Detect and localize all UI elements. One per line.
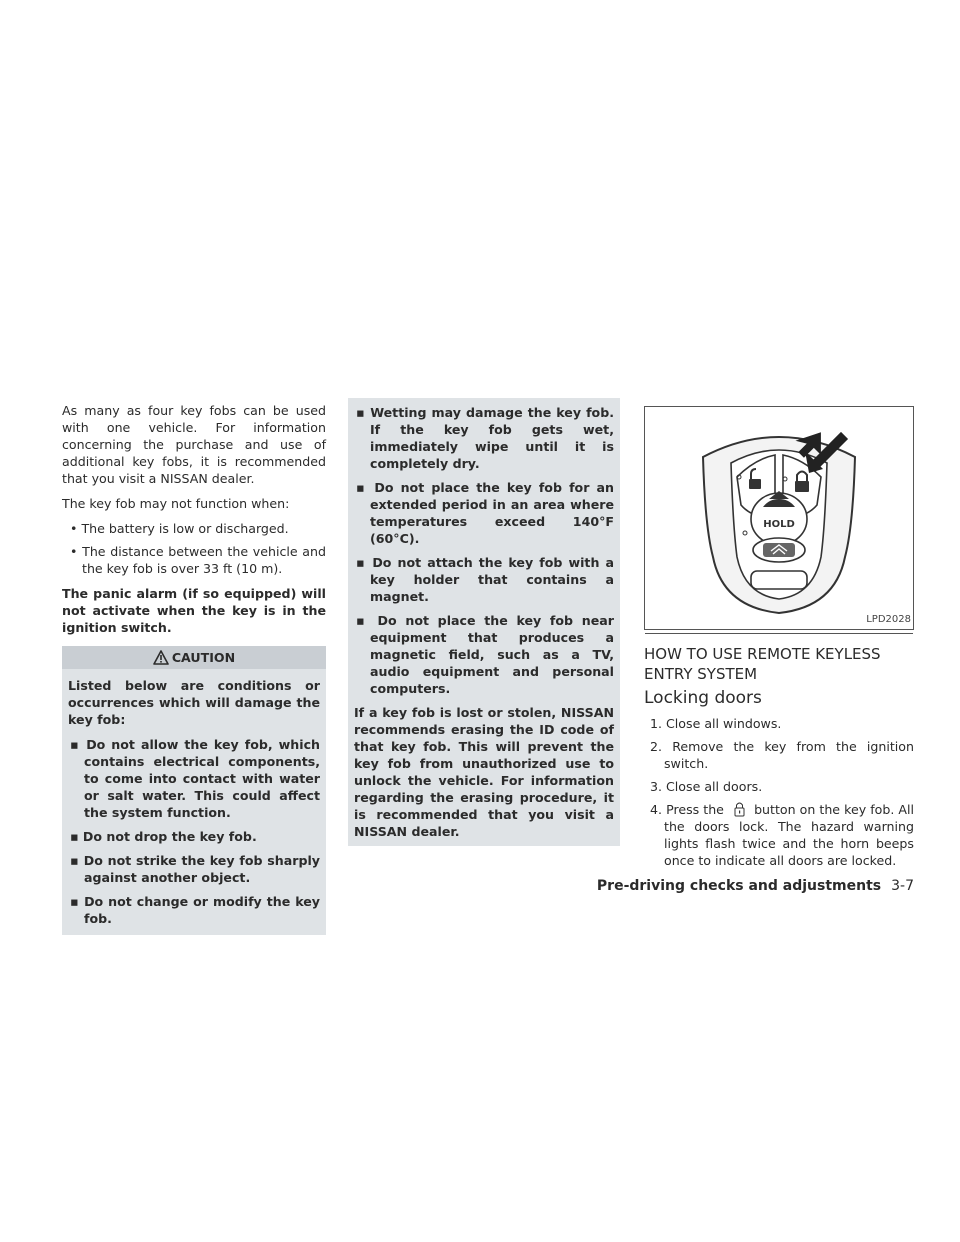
page-number: 3-7 bbox=[891, 878, 914, 894]
section-heading: HOW TO USE REMOTE KEYLESS ENTRY SYSTEM bbox=[644, 645, 881, 683]
intro-paragraph: As many as four key fobs can be used with one vehicle. For information concerning the purchase and use of additional key fobs, it is recommended that you visit a NISSAN dealer. bbox=[62, 403, 326, 486]
figure-code: LPD2028 bbox=[866, 614, 911, 625]
may-not-function-text: The key fob may not function when: bbox=[62, 496, 290, 511]
list-item: • The distance between the vehicle and the key fob is over 33 ft (10 m). bbox=[70, 544, 326, 576]
list-item: ▪ Wetting may damage the key fob. If the key fob gets wet, immediately wipe until it is completely dry. bbox=[356, 405, 615, 471]
list-item: ▪ Do not attach the key fob with a key holder that contains a magnet. bbox=[356, 555, 614, 604]
lost-key-note: If a key fob is lost or stolen, NISSAN recommends erasing the ID code of that key fob. This will prevent the key fob from unauthorized use to unlock the vehicle. For information regarding the erasing procedure, it is recommended that you visit a NISSAN dealer. bbox=[354, 705, 614, 839]
list-item: ▪ Do not place the key fob for an extended period in an area where temperatures exceed 140°F (60°C). bbox=[356, 480, 614, 546]
caution-lead: Listed below are conditions or occurrences which will damage the key fob: bbox=[68, 678, 320, 727]
list-item: ▪ Do not strike the key fob sharply against another object. bbox=[70, 853, 320, 885]
list-item: ▪ Do not drop the key fob. bbox=[70, 829, 257, 844]
caution-box bbox=[62, 646, 326, 935]
list-item: • The battery is low or discharged. bbox=[70, 521, 289, 536]
caution-title: CAUTION bbox=[171, 650, 236, 665]
list-item: 2. Remove the key from the ignition switch. bbox=[650, 739, 914, 771]
subsection-heading: Locking doors bbox=[644, 688, 762, 708]
hold-label: HOLD bbox=[763, 519, 795, 530]
warning-icon bbox=[153, 650, 169, 665]
list-item: ▪ Do not change or modify the key fob. bbox=[70, 894, 320, 926]
footer-section-title: Pre-driving checks and adjustments bbox=[596, 878, 882, 894]
middle-column bbox=[348, 402, 620, 846]
figure-rule bbox=[645, 633, 913, 634]
list-item: ▪ Do not place the key fob near equipment that produces a magnetic field, such as a TV, audio equipment and personal computers. bbox=[356, 613, 614, 696]
page-footer bbox=[597, 878, 914, 894]
caution-header bbox=[62, 646, 326, 669]
list-item: 1. Close all windows. bbox=[650, 716, 782, 731]
key-fob-illustration bbox=[645, 407, 913, 629]
list-item: ▪ Do not allow the key fob, which contains electrical components, to come into contact with water or salt water. This could affect the system function. bbox=[70, 737, 321, 820]
caution-box-continued bbox=[348, 398, 620, 846]
lock-icon bbox=[728, 801, 750, 817]
key-fob-figure bbox=[644, 406, 914, 630]
list-item: 4. Press the button on the key fob. All the doors lock. The hazard warning lights flash twice and the horn beeps once to indicate all doors are locked. bbox=[650, 802, 914, 868]
right-column bbox=[644, 402, 914, 875]
list-item: 3. Close all doors. bbox=[650, 779, 763, 794]
panic-alarm-note: The panic alarm (if so equipped) will not activate when the key is in the ignition switch. bbox=[62, 586, 326, 635]
left-column bbox=[62, 402, 326, 935]
